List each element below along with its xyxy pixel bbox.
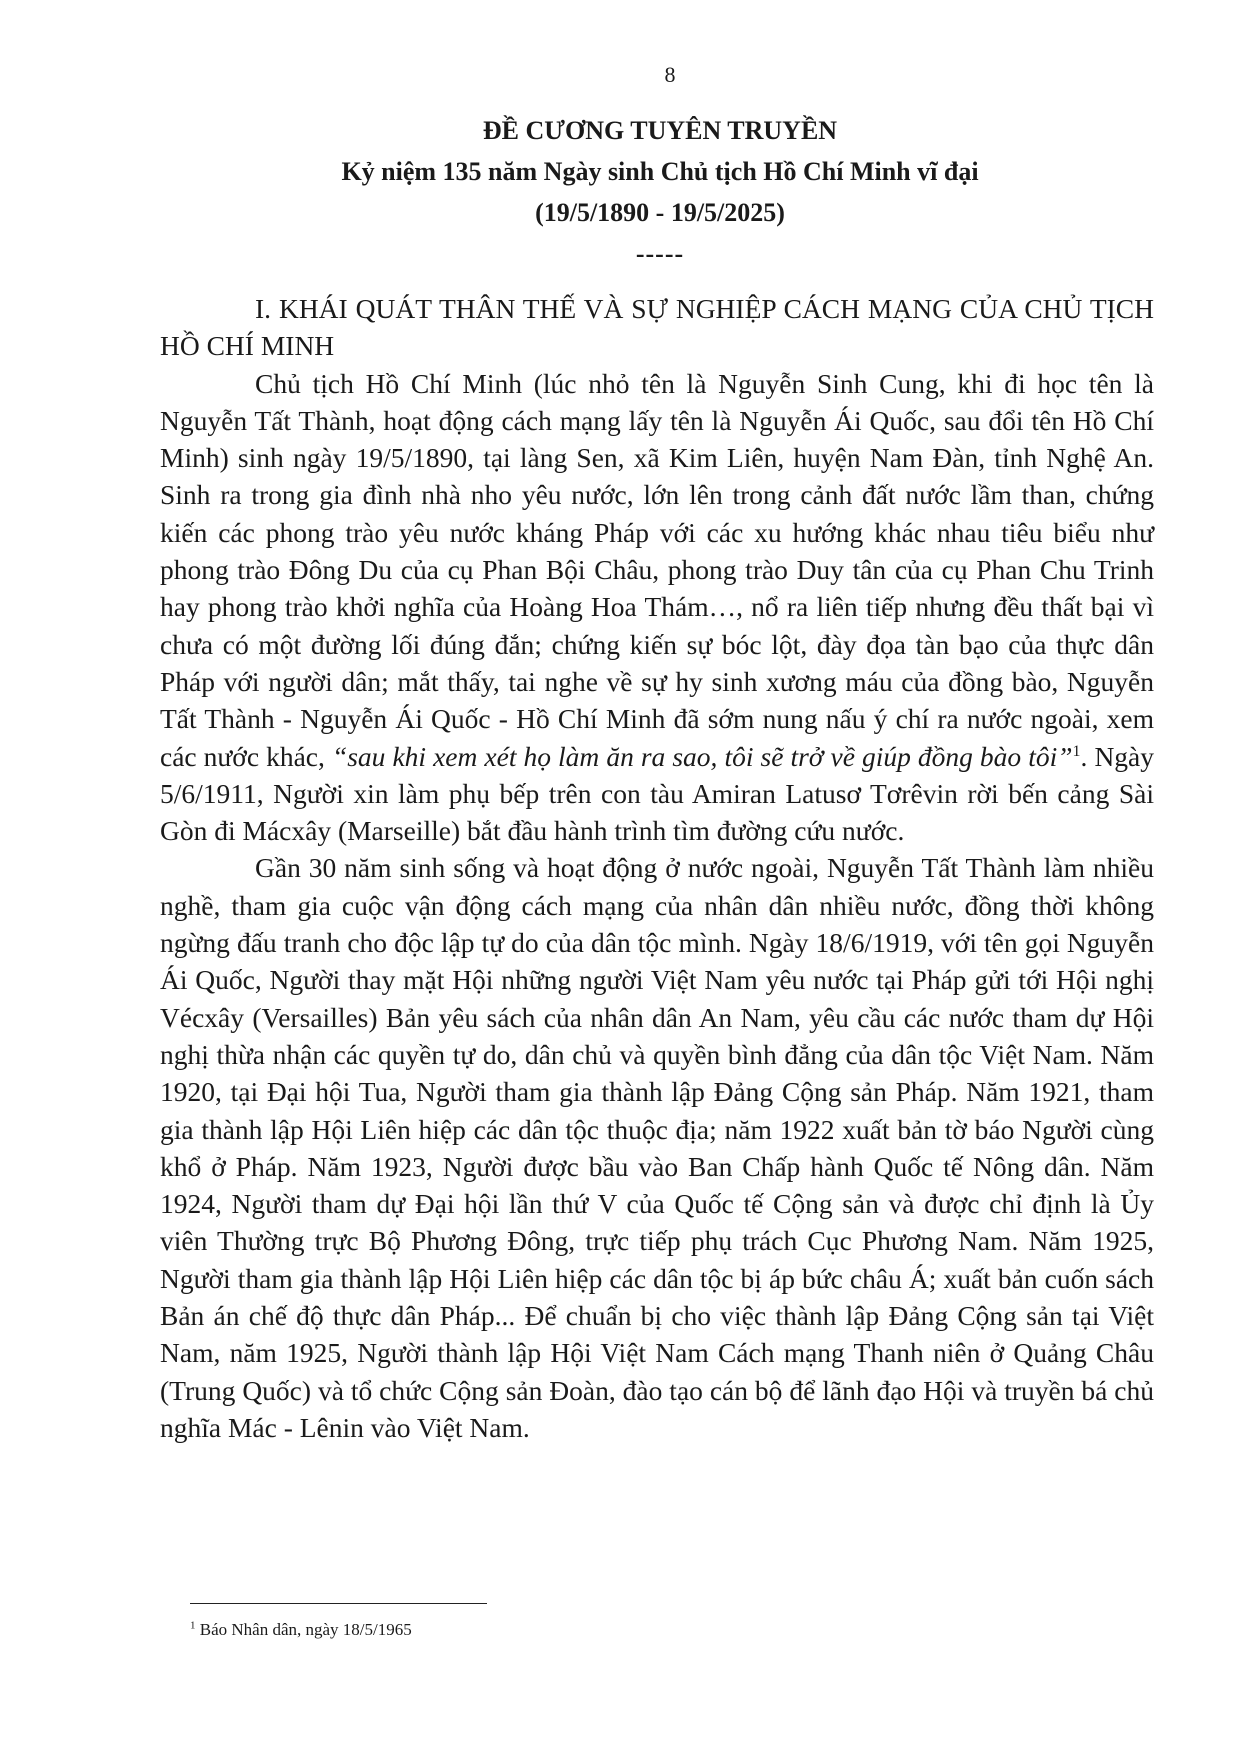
footnote [190, 1620, 412, 1640]
header-separator: ----- [635, 239, 685, 268]
section-heading: I. KHÁI QUÁT THÂN THẾ VÀ SỰ NGHIỆP CÁCH MẠNG CỦA CHỦ TỊCH HỒ CHÍ MINH [160, 293, 1154, 362]
document-header [160, 110, 1160, 274]
document-dates: (19/5/1890 - 19/5/2025) [535, 198, 785, 227]
paragraph-1-text: Chủ tịch Hồ Chí Minh (lúc nhỏ tên là Nguyễn Sinh Cung, khi đi học tên là Nguyễn Tất Thành, hoạt động cách mạng lấy tên là Nguyễn Ái Quốc, sau đổi tên Hồ Chí Minh) sinh ngày 19/5/1890, tại làng Sen, xã Kim Liên, huyện Nam Đàn, tỉnh Nghệ An. Sinh ra trong gia đình nhà nho yêu nước, lớn lên trong cảnh đất nước lầm than, chứng kiến các phong trào yêu nước kháng Pháp với các xu hướng khác nhau tiêu biểu như phong trào Đông Du của cụ Phan Bội Châu, phong trào Duy tân của cụ Phan Chu Trinh hay phong trào khởi nghĩa của Hoàng Hoa Thám…, nổ ra liên tiếp nhưng đều thất bại vì chưa có một đường lối đúng đắn; chứng kiến sự bóc lột, đày đọa tàn bạo của thực dân Pháp với người dân; mắt thấy, tai nghe về sự hy sinh xương máu của đồng bào, Nguyễn Tất Thành - Nguyễn Ái Quốc - Hồ Chí Minh đã sớm nung nấu ý chí ra nước ngoài, xem các nước khác, [160, 367, 1154, 772]
footnote-mark: 1 [190, 1619, 196, 1632]
quote: “sau khi xem xét họ làm ăn ra sao, tôi sẽ trở về giúp đồng bào tôi” [331, 740, 1073, 772]
footnote-text: Báo Nhân dân, ngày 18/5/1965 [195, 1620, 412, 1639]
paragraph-1 [160, 365, 1154, 850]
paragraph-2: Gần 30 năm sinh sống và hoạt động ở nước ngoài, Nguyễn Tất Thành làm nhiều nghề, tham gia cuộc vận động cách mạng của nhân dân nhiều nước, đồng thời không ngừng đấu tranh cho độc lập tự do của dân tộc mình. Ngày 18/6/1919, với tên gọi Nguyễn Ái Quốc, Người thay mặt Hội những người Việt Nam yêu nước tại Pháp gửi tới Hội nghị Vécxây (Versailles) Bản yêu sách của nhân dân An Nam, yêu cầu các nước tham dự Hội nghị thừa nhận các quyền tự do, dân chủ và quyền bình đẳng của dân tộc Việt Nam. Năm 1920, tại Đại hội Tua, Người tham gia thành lập Đảng Cộng sản Pháp. Năm 1921, tham gia thành lập Hội Liên hiệp các dân tộc thuộc địa; năm 1922 xuất bản tờ báo Người cùng khổ ở Pháp. Năm 1923, Người được bầu vào Ban Chấp hành Quốc tế Nông dân. Năm 1924, Người tham dự Đại hội lần thứ V của Quốc tế Cộng sản và được chỉ định là Ủy viên Thường trực Bộ Phương Đông, trực tiếp phụ trách Cục Phương Nam. Năm 1925, Người tham gia thành lập Hội Liên hiệp các dân tộc bị áp bức châu Á; xuất bản cuốn sách Bản án chế độ thực dân Pháp... Để chuẩn bị cho việc thành lập Đảng Cộng sản tại Việt Nam, năm 1925, Người thành lập Hội Việt Nam Cách mạng Thanh niên ở Quảng Châu (Trung Quốc) và tổ chức Cộng sản Đoàn, đào tạo cán bộ để lãnh đạo Hội và truyền bá chủ nghĩa Mác - Lênin vào Việt Nam. [160, 852, 1154, 1443]
footnote-divider [190, 1603, 487, 1604]
page-number: 8 [664, 62, 676, 87]
document-title: ĐỀ CƯƠNG TUYÊN TRUYỀN [482, 116, 838, 145]
paragraph-1-continuation: . Ngày 5/6/1911, Người xin làm phụ bếp trên con tàu Amiran Latusơ Tơrêvin rời bến cảng Sài Gòn đi Mácxây (Marseille) bắt đầu hành trình tìm đường cứu nước. [160, 740, 1155, 847]
document-subtitle: Kỷ niệm 135 năm Ngày sinh Chủ tịch Hồ Chí Minh vĩ đại [341, 157, 979, 186]
document-body [160, 290, 1154, 1446]
footnote-reference: 1 [1072, 742, 1081, 760]
